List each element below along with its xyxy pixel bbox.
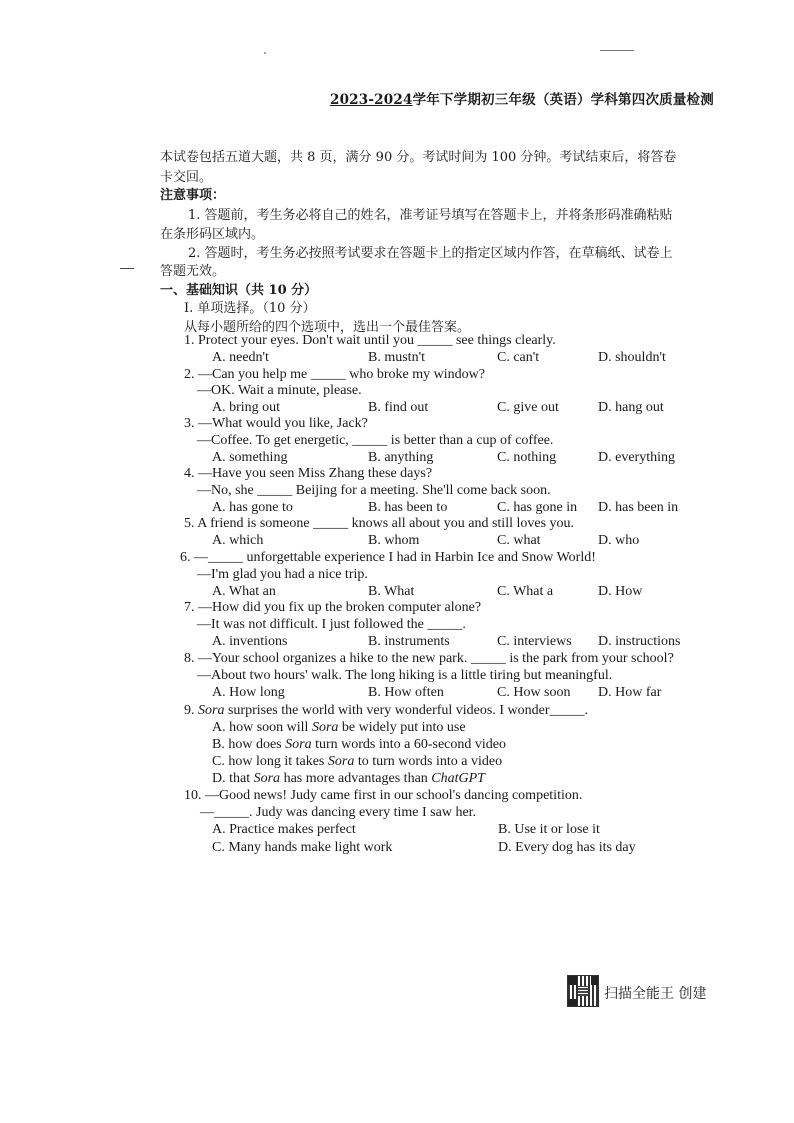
question-2-reply: —OK. Wait a minute, please. <box>197 383 362 398</box>
question-8-reply: —About two hours' walk. The long hiking is a little tiring but meaningful. <box>197 668 613 683</box>
question-9-option-b <box>212 737 506 753</box>
section-instruction: 从每小题所给的四个选项中，选出一个最佳答案。 <box>184 320 471 335</box>
question-3-option-c: C. nothing <box>497 450 557 465</box>
question-8-option-a: A. How long <box>212 685 285 700</box>
question-6-reply: —I'm glad you had a nice trip. <box>197 567 368 582</box>
question-1-option-c: C. can't <box>497 350 540 365</box>
question-6-option-c: C. What a <box>497 584 554 599</box>
question-4-option-d: D. has been in <box>598 500 679 515</box>
question-3-reply: —Coffee. To get energetic, _____ is better than a cup of coffee. <box>197 433 554 448</box>
question-5-option-c: C. what <box>497 533 541 548</box>
question-4-stem: 4. —Have you seen Miss Zhang these days? <box>184 466 433 481</box>
exam-title <box>330 88 714 108</box>
question-9-option-d <box>212 771 485 787</box>
question-7-option-b: B. instruments <box>368 634 450 649</box>
question-2-option-d: D. hang out <box>598 400 664 415</box>
question-5-stem: 5. A friend is someone _____ knows all about you and still loves you. <box>184 516 575 531</box>
notice-2b: 答题无效。 <box>160 264 226 279</box>
question-3-option-b: B. anything <box>368 450 434 465</box>
qr-code-icon <box>567 975 599 1007</box>
question-1-option-d: D. shouldn't <box>598 350 666 365</box>
question-5-option-a: A. which <box>212 533 264 548</box>
question-6-stem: 6. —_____ unforgettable experience I had in Harbin Ice and Snow World! <box>180 550 596 565</box>
q9-c-text: C. how long it takes <box>212 754 328 769</box>
question-3-stem: 3. —What would you like, Jack? <box>184 416 368 431</box>
question-10-stem: 10. —Good news! Judy came first in our school's dancing competition. <box>184 788 583 803</box>
q9-d-mid: has more advantages than <box>280 771 432 786</box>
question-1-option-a: A. needn't <box>212 350 269 365</box>
question-8-option-c: C. How soon <box>497 685 571 700</box>
question-3-option-d: D. everything <box>598 450 675 465</box>
q9-a-sora: Sora <box>311 720 339 735</box>
q9-c-sora: Sora <box>327 754 355 769</box>
question-4-option-b: B. has been to <box>368 500 448 515</box>
question-9-number: 9. <box>184 703 198 718</box>
question-9-option-c <box>212 754 502 770</box>
notice-2a: 2. 答题时，考生务必按照考试要求在答题卡上的指定区域内作答，在草稿纸、试卷上 <box>188 246 673 261</box>
question-4-reply: —No, she _____ Beijing for a meeting. She'll come back soon. <box>197 483 551 498</box>
question-1-option-b: B. mustn't <box>368 350 425 365</box>
question-10-option-a: A. Practice makes perfect <box>212 822 356 837</box>
question-7-reply: —It was not difficult. I just followed the _____. <box>197 617 466 632</box>
intro-line-1: 本试卷包括五道大题，共 8 页，满分 90 分。考试时间为 100 分钟。考试结束后，将答卷 <box>160 150 677 165</box>
question-7-option-c: C. interviews <box>497 634 572 649</box>
question-5-option-b: B. whom <box>368 533 420 548</box>
question-10-option-b: B. Use it or lose it <box>498 822 600 837</box>
q9-a-text: A. how soon will <box>212 720 312 735</box>
q9-d-sora: Sora <box>253 771 281 786</box>
q9-a-rest: be widely put into use <box>338 720 466 735</box>
question-9-option-a <box>212 720 466 736</box>
question-2-option-c: C. give out <box>497 400 559 415</box>
question-10-reply: —_____. Judy was dancing every time I saw her. <box>200 805 477 820</box>
q9-d-chatgpt: ChatGPT <box>431 771 485 786</box>
intro-line-2: 卡交回。 <box>160 170 213 185</box>
q9-b-sora: Sora <box>285 737 312 752</box>
question-5-option-d: D. who <box>598 533 640 548</box>
question-3-option-a: A. something <box>212 450 288 465</box>
question-8-stem: 8. —Your school organizes a hike to the new park. _____ is the park from your school? <box>184 651 674 666</box>
margin-dash <box>120 268 134 269</box>
question-6-option-a: A. What an <box>212 584 276 599</box>
exam-title-text: 学年下学期初三年级（英语）学科第四次质量检测 <box>412 92 714 108</box>
question-9-stem-text: surprises the world with very wonderful videos. I wonder_____. <box>224 703 588 718</box>
section-title: 一、基础知识（共 10 分） <box>160 283 318 298</box>
q9-d-text: D. that <box>212 771 254 786</box>
question-9-stem <box>184 703 588 719</box>
question-7-stem: 7. —How did you fix up the broken computer alone? <box>184 600 482 615</box>
q9-c-rest: to turn words into a video <box>354 754 503 769</box>
exam-year: 2023-2024 <box>330 92 413 108</box>
question-2-option-b: B. find out <box>368 400 429 415</box>
notice-title: 注意事项： <box>160 188 226 203</box>
question-8-option-b: B. How often <box>368 685 444 700</box>
scan-speck <box>264 52 266 54</box>
subsection-title: I. 单项选择。（10 分） <box>184 301 316 316</box>
scan-mark <box>600 50 634 51</box>
question-4-option-a: A. has gone to <box>212 500 293 515</box>
question-7-option-d: D. instructions <box>598 634 681 649</box>
question-8-option-d: D. How far <box>598 685 662 700</box>
question-6-option-d: D. How <box>598 584 643 599</box>
q9-b-rest: turn words into a 60-second video <box>311 737 506 752</box>
question-4-option-c: C. has gone in <box>497 500 578 515</box>
question-9-sora: Sora <box>198 703 225 718</box>
scanner-watermark: 扫描全能王 创建 <box>604 986 707 1002</box>
question-10-option-d: D. Every dog has its day <box>498 840 636 855</box>
question-1-stem: 1. Protect your eyes. Don't wait until you _____ see things clearly. <box>184 333 556 348</box>
notice-1b: 在条形码区域内。 <box>160 227 265 242</box>
notice-1a: 1. 答题前，考生务必将自己的姓名，准考证号填写在答题卡上，并将条形码准确粘贴 <box>188 208 673 223</box>
question-2-stem: 2. —Can you help me _____ who broke my window? <box>184 367 485 382</box>
q9-b-text: B. how does <box>212 737 286 752</box>
question-10-option-c: C. Many hands make light work <box>212 840 393 855</box>
question-2-option-a: A. bring out <box>212 400 281 415</box>
question-7-option-a: A. inventions <box>212 634 288 649</box>
question-6-option-b: B. What <box>368 584 415 599</box>
